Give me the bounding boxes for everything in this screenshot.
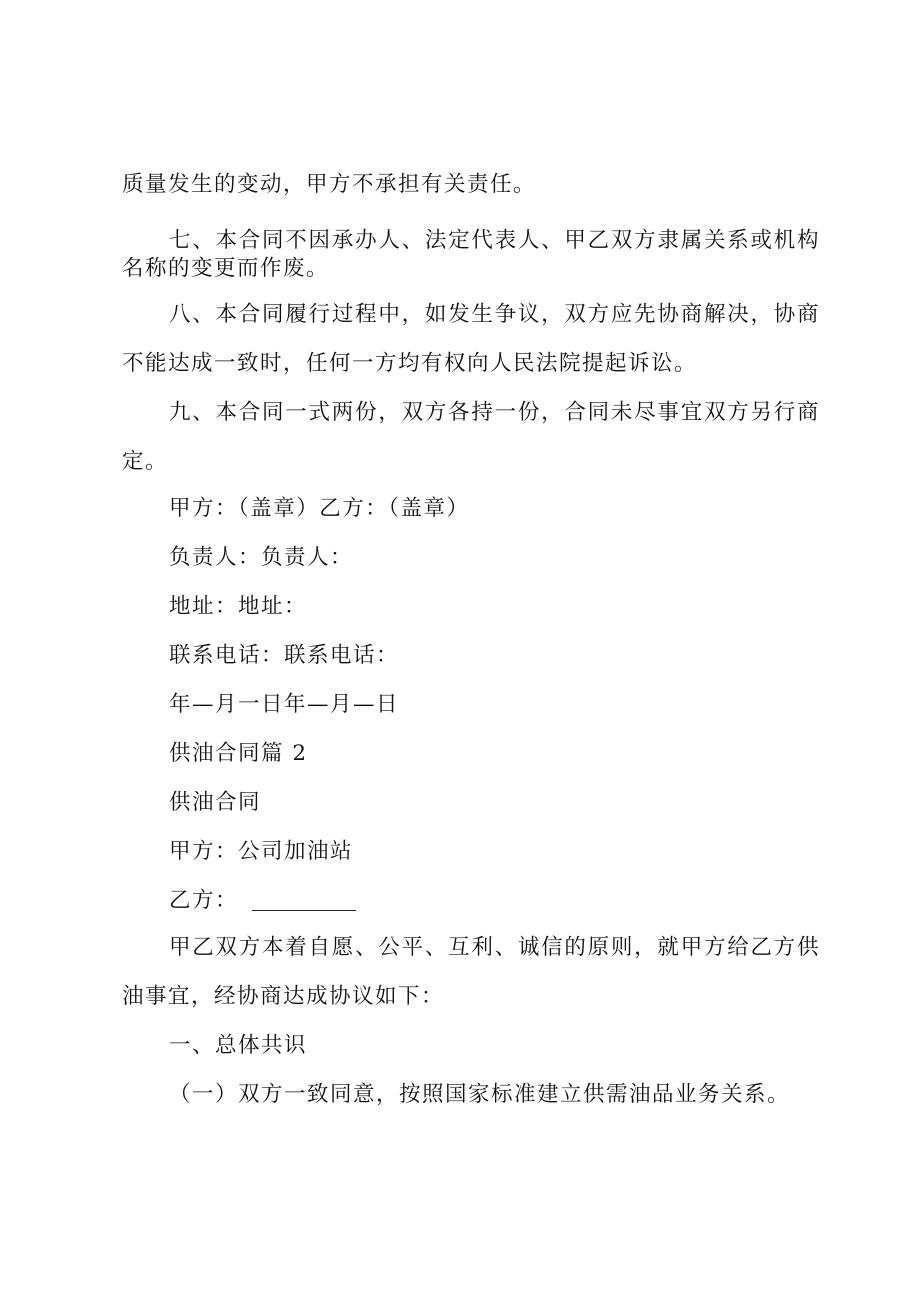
preamble-line-1: 甲乙双方本着自愿、公平、互利、诚信的原则，就甲方给乙方供 (169, 935, 820, 960)
clause-8-line-2: 不能达成一致时，任何一方均有权向人民法院提起诉讼。 (122, 351, 698, 376)
responsible-person-line: 负责人：负责人： (169, 545, 354, 570)
phone-line: 联系电话：联系电话： (169, 643, 400, 668)
party-b-blank (252, 890, 356, 911)
address-line: 地址：地址： (169, 594, 308, 619)
paragraph-line: 质量发生的变动，甲方不承担有关责任。 (122, 172, 537, 197)
general-consensus-heading: 一、总体共识 (169, 1033, 308, 1058)
date-line: 年—月一日年—月—日 (169, 692, 400, 717)
clause-9-line-2: 定。 (122, 449, 169, 474)
section-heading: 供油合同篇 2 (169, 741, 308, 766)
consensus-item-1: （一）双方一致同意，按照国家标准建立供需油品业务关系。 (169, 1082, 791, 1107)
clause-8-line-1: 八、本合同履行过程中，如发生争议，双方应先协商解决，协商 (169, 302, 820, 327)
clause-7-line-2: 名称的变更而作废。 (122, 256, 330, 281)
party-b-label: 乙方： (169, 888, 239, 913)
preamble-line-2: 油事宜，经协商达成协议如下： (122, 984, 445, 1009)
clause-7-line-1: 七、本合同不因承办人、法定代表人、甲乙双方隶属关系或机构 (169, 228, 820, 253)
party-b-line (169, 886, 356, 916)
party-a-line: 甲方：公司加油站 (169, 839, 354, 864)
seal-line: 甲方：（盖章）乙方：（盖章） (169, 496, 470, 521)
contract-title: 供油合同 (169, 790, 262, 815)
clause-9-line-1: 九、本合同一式两份，双方各持一份，合同未尽事宜双方另行商 (169, 400, 820, 425)
